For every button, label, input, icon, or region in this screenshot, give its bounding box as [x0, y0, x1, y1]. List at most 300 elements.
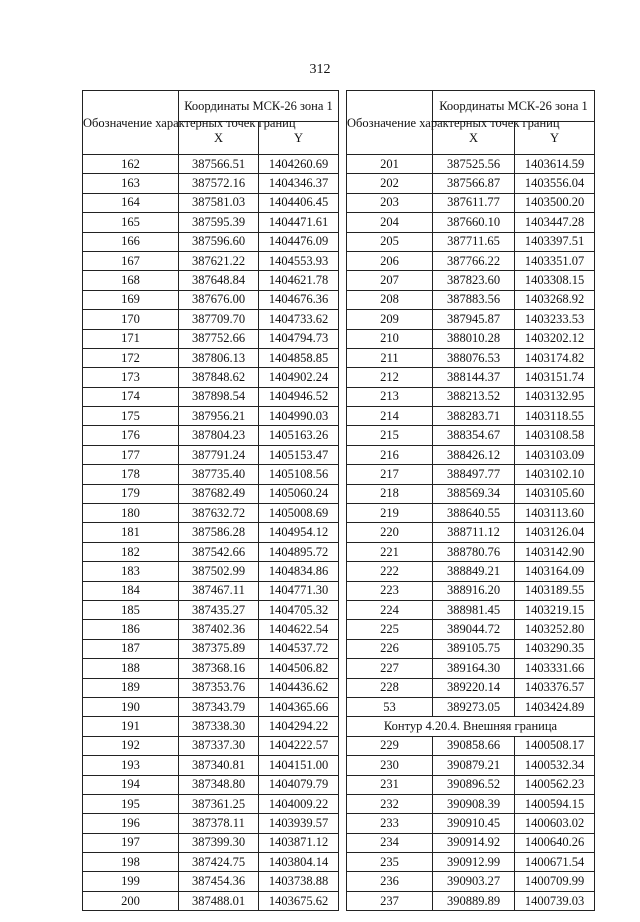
y-coordinate-cell: 1403939.57 — [259, 814, 339, 833]
table-row — [347, 678, 595, 697]
table-row — [83, 368, 339, 387]
point-id-cell: 191 — [83, 717, 179, 736]
table-row — [347, 581, 595, 600]
x-coordinate-cell: 388640.55 — [433, 504, 515, 523]
table-row — [83, 290, 339, 309]
x-coordinate-cell: 387402.36 — [179, 620, 259, 639]
table-row — [83, 717, 339, 736]
x-coordinate-cell: 387709.70 — [179, 310, 259, 329]
table-row — [83, 581, 339, 600]
point-id-cell: 181 — [83, 523, 179, 542]
y-coordinate-cell: 1403675.62 — [259, 891, 339, 910]
point-id-cell: 225 — [347, 620, 433, 639]
point-id-cell: 53 — [347, 697, 433, 716]
y-coordinate-cell: 1403351.07 — [515, 251, 595, 270]
point-id-cell: 199 — [83, 872, 179, 891]
point-id-cell: 176 — [83, 426, 179, 445]
point-id-cell: 195 — [83, 794, 179, 813]
x-coordinate-cell: 387399.30 — [179, 833, 259, 852]
table-row — [83, 697, 339, 716]
table-row — [347, 814, 595, 833]
point-id-cell: 167 — [83, 251, 179, 270]
table-row — [347, 484, 595, 503]
table-row — [347, 310, 595, 329]
table-row — [83, 620, 339, 639]
point-id-cell: 171 — [83, 329, 179, 348]
table-row — [83, 348, 339, 367]
y-coordinate-cell: 1404705.32 — [259, 600, 339, 619]
x-coordinate-cell: 387883.56 — [433, 290, 515, 309]
point-id-cell: 219 — [347, 504, 433, 523]
table-row — [83, 639, 339, 658]
point-id-cell: 197 — [83, 833, 179, 852]
point-id-cell: 183 — [83, 562, 179, 581]
point-id-cell: 232 — [347, 794, 433, 813]
y-coordinate-cell: 1403331.66 — [515, 659, 595, 678]
point-id-cell: 186 — [83, 620, 179, 639]
x-coordinate-cell: 387596.60 — [179, 232, 259, 251]
table-row — [347, 232, 595, 251]
x-coordinate-cell: 388010.28 — [433, 329, 515, 348]
point-id-cell: 227 — [347, 659, 433, 678]
y-coordinate-cell: 1404365.66 — [259, 697, 339, 716]
table-row — [83, 814, 339, 833]
y-coordinate-cell: 1403113.60 — [515, 504, 595, 523]
y-coordinate-cell: 1403219.15 — [515, 600, 595, 619]
table-row — [83, 329, 339, 348]
point-id-cell: 187 — [83, 639, 179, 658]
point-id-cell: 184 — [83, 581, 179, 600]
table-row — [347, 213, 595, 232]
y-column-header: Y — [515, 122, 595, 155]
y-coordinate-cell: 1404260.69 — [259, 155, 339, 174]
x-coordinate-cell: 389044.72 — [433, 620, 515, 639]
table-row — [347, 368, 595, 387]
table-row — [83, 891, 339, 910]
table-row — [83, 445, 339, 464]
y-coordinate-cell: 1404346.37 — [259, 174, 339, 193]
table-row — [83, 155, 339, 174]
x-coordinate-cell: 387898.54 — [179, 387, 259, 406]
x-coordinate-cell: 387361.25 — [179, 794, 259, 813]
x-coordinate-cell: 387581.03 — [179, 193, 259, 212]
x-coordinate-cell: 388076.53 — [433, 348, 515, 367]
point-id-cell: 193 — [83, 756, 179, 775]
point-id-cell: 218 — [347, 484, 433, 503]
y-coordinate-cell: 1403500.20 — [515, 193, 595, 212]
x-coordinate-cell: 387660.10 — [433, 213, 515, 232]
table-row — [347, 348, 595, 367]
table-row — [83, 542, 339, 561]
y-coordinate-cell: 1400671.54 — [515, 853, 595, 872]
table-row — [347, 407, 595, 426]
y-coordinate-cell: 1403556.04 — [515, 174, 595, 193]
table-row — [347, 891, 595, 910]
y-coordinate-cell: 1405060.24 — [259, 484, 339, 503]
y-coordinate-cell: 1403102.10 — [515, 465, 595, 484]
point-id-cell: 175 — [83, 407, 179, 426]
y-coordinate-cell: 1404406.45 — [259, 193, 339, 212]
table-row — [83, 193, 339, 212]
x-coordinate-cell: 387566.51 — [179, 155, 259, 174]
y-coordinate-cell: 1403614.59 — [515, 155, 595, 174]
table-row — [83, 251, 339, 270]
point-id-cell: 204 — [347, 213, 433, 232]
y-coordinate-cell: 1405008.69 — [259, 504, 339, 523]
x-coordinate-cell: 387804.23 — [179, 426, 259, 445]
point-id-cell: 212 — [347, 368, 433, 387]
x-coordinate-cell: 387566.87 — [433, 174, 515, 193]
point-id-cell: 213 — [347, 387, 433, 406]
x-coordinate-cell: 387375.89 — [179, 639, 259, 658]
point-id-cell: 202 — [347, 174, 433, 193]
y-coordinate-cell: 1404553.93 — [259, 251, 339, 270]
point-id-cell: 182 — [83, 542, 179, 561]
point-id-cell: 210 — [347, 329, 433, 348]
x-coordinate-cell: 388981.45 — [433, 600, 515, 619]
y-coordinate-cell: 1400562.23 — [515, 775, 595, 794]
point-id-cell: 209 — [347, 310, 433, 329]
y-coordinate-cell: 1404858.85 — [259, 348, 339, 367]
point-id-cell: 168 — [83, 271, 179, 290]
table-row — [83, 872, 339, 891]
y-coordinate-cell: 1403118.55 — [515, 407, 595, 426]
x-coordinate-cell: 390896.52 — [433, 775, 515, 794]
table-row — [83, 775, 339, 794]
table-row — [83, 232, 339, 251]
y-coordinate-cell: 1400603.02 — [515, 814, 595, 833]
table-row — [83, 562, 339, 581]
x-coordinate-cell: 388569.34 — [433, 484, 515, 503]
x-coordinate-cell: 388144.37 — [433, 368, 515, 387]
y-coordinate-cell: 1403126.04 — [515, 523, 595, 542]
point-id-cell: 164 — [83, 193, 179, 212]
y-coordinate-cell: 1405153.47 — [259, 445, 339, 464]
table-row — [347, 736, 595, 755]
y-coordinate-cell: 1403290.35 — [515, 639, 595, 658]
point-id-cell: 235 — [347, 853, 433, 872]
point-id-cell: 211 — [347, 348, 433, 367]
y-coordinate-cell: 1403108.58 — [515, 426, 595, 445]
point-id-cell: 166 — [83, 232, 179, 251]
y-coordinate-cell: 1403424.89 — [515, 697, 595, 716]
left-table-body — [83, 155, 339, 911]
y-column-header: Y — [259, 122, 339, 155]
x-coordinate-cell: 387711.65 — [433, 232, 515, 251]
table-row — [347, 193, 595, 212]
point-id-cell: 170 — [83, 310, 179, 329]
x-coordinate-cell: 387648.84 — [179, 271, 259, 290]
table-row — [347, 329, 595, 348]
y-coordinate-cell: 1404954.12 — [259, 523, 339, 542]
table-row — [83, 426, 339, 445]
contour-label-row — [347, 717, 595, 736]
y-coordinate-cell: 1405108.56 — [259, 465, 339, 484]
right-table-body — [347, 155, 595, 911]
point-id-cell: 220 — [347, 523, 433, 542]
table-row — [347, 445, 595, 464]
x-coordinate-cell: 387632.72 — [179, 504, 259, 523]
x-coordinate-cell: 387348.80 — [179, 775, 259, 794]
table-row — [347, 542, 595, 561]
point-id-cell: 165 — [83, 213, 179, 232]
table-row — [83, 659, 339, 678]
point-id-cell: 214 — [347, 407, 433, 426]
x-coordinate-cell: 388780.76 — [433, 542, 515, 561]
x-coordinate-cell: 387595.39 — [179, 213, 259, 232]
table-row — [83, 504, 339, 523]
y-coordinate-cell: 1403871.12 — [259, 833, 339, 852]
y-coordinate-cell: 1404946.52 — [259, 387, 339, 406]
x-coordinate-cell: 387586.28 — [179, 523, 259, 542]
y-coordinate-cell: 1403151.74 — [515, 368, 595, 387]
x-coordinate-cell: 387343.79 — [179, 697, 259, 716]
y-coordinate-cell: 1400640.26 — [515, 833, 595, 852]
point-id-cell: 172 — [83, 348, 179, 367]
y-coordinate-cell: 1404506.82 — [259, 659, 339, 678]
table-row — [347, 174, 595, 193]
y-coordinate-cell: 1404902.24 — [259, 368, 339, 387]
point-id-cell: 224 — [347, 600, 433, 619]
x-coordinate-cell: 387338.30 — [179, 717, 259, 736]
point-id-cell: 234 — [347, 833, 433, 852]
x-coordinate-cell: 387791.24 — [179, 445, 259, 464]
y-coordinate-cell: 1404794.73 — [259, 329, 339, 348]
x-coordinate-cell: 387502.99 — [179, 562, 259, 581]
x-coordinate-cell: 390908.39 — [433, 794, 515, 813]
table-row — [83, 736, 339, 755]
y-coordinate-cell: 1403202.12 — [515, 329, 595, 348]
table-row — [347, 756, 595, 775]
table-row — [347, 504, 595, 523]
x-coordinate-cell: 387848.62 — [179, 368, 259, 387]
x-coordinate-cell: 388426.12 — [433, 445, 515, 464]
y-coordinate-cell: 1400532.34 — [515, 756, 595, 775]
x-coordinate-cell: 390903.27 — [433, 872, 515, 891]
table-row — [83, 600, 339, 619]
point-id-cell: 190 — [83, 697, 179, 716]
table-row — [83, 484, 339, 503]
x-coordinate-cell: 389105.75 — [433, 639, 515, 658]
table-row — [347, 794, 595, 813]
y-coordinate-cell: 1403252.80 — [515, 620, 595, 639]
y-coordinate-cell: 1404476.09 — [259, 232, 339, 251]
x-coordinate-cell: 388711.12 — [433, 523, 515, 542]
y-coordinate-cell: 1403233.53 — [515, 310, 595, 329]
point-id-cell: 163 — [83, 174, 179, 193]
x-coordinate-cell: 387752.66 — [179, 329, 259, 348]
y-coordinate-cell: 1405163.26 — [259, 426, 339, 445]
table-row — [83, 174, 339, 193]
point-id-cell: 221 — [347, 542, 433, 561]
point-id-cell: 177 — [83, 445, 179, 464]
point-id-cell: 174 — [83, 387, 179, 406]
point-id-cell: 215 — [347, 426, 433, 445]
point-designation-header: Обозначение характерных точек границ — [83, 91, 179, 155]
y-coordinate-cell: 1403164.09 — [515, 562, 595, 581]
point-id-cell: 230 — [347, 756, 433, 775]
table-row — [347, 775, 595, 794]
point-id-cell: 208 — [347, 290, 433, 309]
point-designation-header: Обозначение характерных точек границ — [347, 91, 433, 155]
y-coordinate-cell: 1400709.99 — [515, 872, 595, 891]
table-row — [83, 465, 339, 484]
x-coordinate-cell: 390910.45 — [433, 814, 515, 833]
table-row — [83, 407, 339, 426]
point-id-cell: 233 — [347, 814, 433, 833]
table-row — [347, 562, 595, 581]
table-row — [347, 600, 595, 619]
table-row — [347, 387, 595, 406]
table-row — [83, 271, 339, 290]
table-row — [83, 833, 339, 852]
y-coordinate-cell: 1404471.61 — [259, 213, 339, 232]
table-row — [347, 271, 595, 290]
x-coordinate-cell: 389164.30 — [433, 659, 515, 678]
point-id-cell: 207 — [347, 271, 433, 290]
x-coordinate-cell: 388916.20 — [433, 581, 515, 600]
x-coordinate-cell: 387956.21 — [179, 407, 259, 426]
page-number: 312 — [309, 62, 331, 77]
table-row — [347, 465, 595, 484]
point-id-cell: 217 — [347, 465, 433, 484]
table-row — [83, 853, 339, 872]
x-coordinate-cell: 387676.00 — [179, 290, 259, 309]
y-coordinate-cell: 1403174.82 — [515, 348, 595, 367]
x-coordinate-cell: 387806.13 — [179, 348, 259, 367]
y-coordinate-cell: 1400594.15 — [515, 794, 595, 813]
table-row — [347, 853, 595, 872]
x-coordinate-cell: 390879.21 — [433, 756, 515, 775]
x-coordinate-cell: 387542.66 — [179, 542, 259, 561]
x-coordinate-cell: 387488.01 — [179, 891, 259, 910]
x-coordinate-cell: 387467.11 — [179, 581, 259, 600]
point-id-cell: 180 — [83, 504, 179, 523]
x-coordinate-cell: 387823.60 — [433, 271, 515, 290]
x-coordinate-cell: 387340.81 — [179, 756, 259, 775]
x-coordinate-cell: 390858.66 — [433, 736, 515, 755]
table-row — [347, 697, 595, 716]
y-coordinate-cell: 1403268.92 — [515, 290, 595, 309]
point-id-cell: 162 — [83, 155, 179, 174]
y-coordinate-cell: 1404990.03 — [259, 407, 339, 426]
y-coordinate-cell: 1403308.15 — [515, 271, 595, 290]
x-coordinate-cell: 387682.49 — [179, 484, 259, 503]
point-id-cell: 228 — [347, 678, 433, 697]
x-coordinate-cell: 388497.77 — [433, 465, 515, 484]
y-coordinate-cell: 1403397.51 — [515, 232, 595, 251]
y-coordinate-cell: 1400508.17 — [515, 736, 595, 755]
point-id-cell: 231 — [347, 775, 433, 794]
point-id-cell: 192 — [83, 736, 179, 755]
y-coordinate-cell: 1404622.54 — [259, 620, 339, 639]
y-coordinate-cell: 1403142.90 — [515, 542, 595, 561]
x-column-header: X — [179, 122, 259, 155]
point-id-cell: 216 — [347, 445, 433, 464]
y-coordinate-cell: 1403132.95 — [515, 387, 595, 406]
y-coordinate-cell: 1404733.62 — [259, 310, 339, 329]
y-coordinate-cell: 1403105.60 — [515, 484, 595, 503]
y-coordinate-cell: 1404895.72 — [259, 542, 339, 561]
x-coordinate-cell: 387378.11 — [179, 814, 259, 833]
x-coordinate-cell: 389220.14 — [433, 678, 515, 697]
table-row — [347, 290, 595, 309]
table-row — [83, 794, 339, 813]
table-row — [83, 387, 339, 406]
y-coordinate-cell: 1404834.86 — [259, 562, 339, 581]
x-coordinate-cell: 389273.05 — [433, 697, 515, 716]
point-id-cell: 236 — [347, 872, 433, 891]
y-coordinate-cell: 1404621.78 — [259, 271, 339, 290]
table-row — [347, 872, 595, 891]
x-coordinate-cell: 388283.71 — [433, 407, 515, 426]
point-id-cell: 188 — [83, 659, 179, 678]
x-coordinate-cell: 387424.75 — [179, 853, 259, 872]
y-coordinate-cell: 1403447.28 — [515, 213, 595, 232]
table-row — [83, 756, 339, 775]
y-coordinate-cell: 1400739.03 — [515, 891, 595, 910]
table-row — [83, 310, 339, 329]
y-coordinate-cell: 1404222.57 — [259, 736, 339, 755]
table-row — [347, 523, 595, 542]
y-coordinate-cell: 1404436.62 — [259, 678, 339, 697]
point-id-cell: 206 — [347, 251, 433, 270]
point-id-cell: 189 — [83, 678, 179, 697]
y-coordinate-cell: 1404294.22 — [259, 717, 339, 736]
table-row — [347, 620, 595, 639]
table-row — [347, 426, 595, 445]
x-coordinate-cell: 387621.22 — [179, 251, 259, 270]
table-row — [347, 833, 595, 852]
point-id-cell: 205 — [347, 232, 433, 251]
y-coordinate-cell: 1404676.36 — [259, 290, 339, 309]
point-id-cell: 178 — [83, 465, 179, 484]
table-row — [83, 523, 339, 542]
left-coordinates-table — [82, 90, 339, 911]
y-coordinate-cell: 1404151.00 — [259, 756, 339, 775]
coordinates-header: Координаты МСК-26 зона 1 — [179, 91, 339, 122]
x-coordinate-cell: 387611.77 — [433, 193, 515, 212]
x-column-header: X — [433, 122, 515, 155]
point-id-cell: 201 — [347, 155, 433, 174]
x-coordinate-cell: 387766.22 — [433, 251, 515, 270]
table-row — [83, 678, 339, 697]
x-coordinate-cell: 387353.76 — [179, 678, 259, 697]
y-coordinate-cell: 1404079.79 — [259, 775, 339, 794]
point-id-cell: 200 — [83, 891, 179, 910]
point-id-cell: 169 — [83, 290, 179, 309]
x-coordinate-cell: 387454.36 — [179, 872, 259, 891]
x-coordinate-cell: 387368.16 — [179, 659, 259, 678]
y-coordinate-cell: 1403804.14 — [259, 853, 339, 872]
x-coordinate-cell: 387572.16 — [179, 174, 259, 193]
x-coordinate-cell: 388849.21 — [433, 562, 515, 581]
x-coordinate-cell: 390914.92 — [433, 833, 515, 852]
coordinates-header: Координаты МСК-26 зона 1 — [433, 91, 595, 122]
y-coordinate-cell: 1403376.57 — [515, 678, 595, 697]
point-id-cell: 185 — [83, 600, 179, 619]
point-id-cell: 173 — [83, 368, 179, 387]
point-id-cell: 203 — [347, 193, 433, 212]
x-coordinate-cell: 388354.67 — [433, 426, 515, 445]
x-coordinate-cell: 387337.30 — [179, 736, 259, 755]
contour-label: Контур 4.20.4. Внешняя граница — [347, 717, 595, 736]
right-coordinates-table — [346, 90, 595, 911]
point-id-cell: 229 — [347, 736, 433, 755]
point-id-cell: 223 — [347, 581, 433, 600]
table-row — [347, 659, 595, 678]
table-row — [347, 639, 595, 658]
